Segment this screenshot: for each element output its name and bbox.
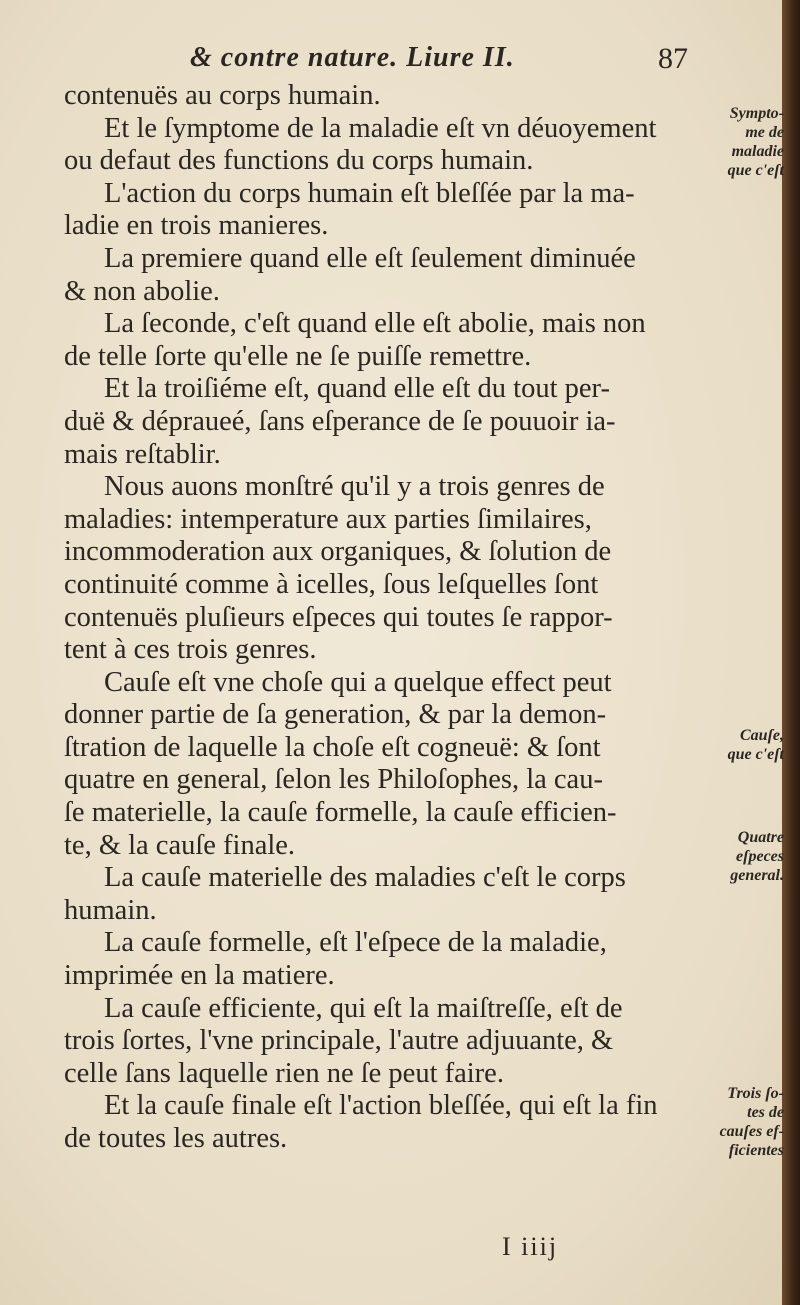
- margin-note-line: eſpeces: [736, 848, 784, 865]
- text-line: mais reſtablir.: [64, 438, 221, 470]
- text-line: tent à ces trois genres.: [64, 634, 317, 666]
- margin-note-line: que c'eſt: [727, 746, 784, 763]
- text-line: ſe materielle, la cauſe formelle, la cauſe efficien-: [64, 797, 617, 829]
- text-line: L'action du corps humain eſt bleſſée par la ma-: [104, 177, 635, 209]
- margin-note-line: que c'eſt: [727, 162, 784, 179]
- margin-note: [728, 726, 784, 764]
- text-line: La cauſe materielle des maladies c'eſt le corps: [104, 862, 626, 894]
- text-line: de telle ſorte qu'elle ne ſe puiſſe remettre.: [64, 340, 532, 372]
- margin-note-line: Quatre: [737, 829, 784, 846]
- text-line: quatre en general, ſelon les Philoſophes, la cau-: [64, 764, 603, 796]
- text-line: contenuës au corps humain.: [64, 80, 381, 111]
- text-line: continuité comme à icelles, ſous leſquelles ſont: [64, 568, 599, 600]
- book-spine-edge: [782, 0, 800, 1305]
- margin-notes: [704, 0, 784, 1305]
- text-line: celle ſans laquelle rien ne ſe peut faire.: [64, 1057, 504, 1089]
- text-line: trois ſortes, l'vne principale, l'autre adjuuante, &: [64, 1025, 614, 1057]
- margin-note: [728, 104, 784, 180]
- text-line: ladie en trois manieres.: [64, 210, 329, 242]
- text-line: incommoderation aux organiques, & ſolution de: [64, 536, 612, 568]
- margin-note-line: maladie: [731, 143, 784, 160]
- page-number: 87: [658, 42, 688, 75]
- margin-note-line: tes de: [747, 1104, 784, 1121]
- text-line: ſtration de laquelle la choſe eſt cogneuë: & ſont: [64, 731, 601, 763]
- margin-note-line: me de: [745, 124, 784, 141]
- margin-note: [720, 1084, 784, 1160]
- text-line: imprimée en la matiere.: [64, 960, 335, 992]
- text-line: & non abolie.: [64, 275, 220, 307]
- margin-note: [730, 828, 784, 885]
- signature-mark: I iiij: [502, 1232, 559, 1261]
- margin-note-line: Sympto-: [729, 105, 784, 122]
- running-title: & contre nature. Liure II.: [190, 42, 515, 73]
- text-line: La cauſe formelle, eſt l'eſpece de la maladie,: [104, 927, 607, 959]
- text-line: de toutes les autres.: [64, 1123, 288, 1154]
- text-line: donner partie de ſa generation, & par la demon-: [64, 699, 607, 731]
- text-line: ou defaut des functions du corps humain.: [64, 145, 534, 177]
- text-line: La premiere quand elle eſt ſeulement diminuée: [104, 242, 636, 274]
- text-line: Nous auons monſtré qu'il y a trois genres de: [104, 471, 605, 503]
- margin-note-line: ficientes: [728, 1142, 784, 1159]
- text-line: Cauſe eſt vne choſe qui a quelque effect peut: [104, 666, 612, 698]
- text-line: La cauſe efficiente, qui eſt la maiſtreſſe, eſt de: [104, 992, 623, 1024]
- margin-note-line: Cauſe,: [740, 727, 784, 744]
- margin-note-line: general.: [730, 867, 784, 884]
- text-line: Et la cauſe finale eſt l'action bleſſée, qui eſt la fin: [104, 1090, 658, 1122]
- text-line: humain.: [64, 894, 157, 926]
- margin-note-line: cauſes ef-: [719, 1123, 784, 1140]
- text-line: te, & la cauſe finale.: [64, 829, 296, 861]
- text-line: La ſeconde, c'eſt quand elle eſt abolie, mais non: [104, 308, 646, 340]
- text-line: duë & dépraueé, ſans eſperance de ſe pouuoir ia-: [64, 405, 616, 437]
- text-line: Et le ſymptome de la maladie eſt vn déuoyement: [104, 112, 657, 144]
- body-text: [64, 80, 712, 1156]
- text-line: maladies: intemperature aux parties ſimilaires,: [64, 503, 592, 535]
- text-line: contenuës pluſieurs eſpeces qui toutes ſe rappor-: [64, 601, 613, 633]
- text-line: Et la troiſiéme eſt, quand elle eſt du tout per-: [104, 373, 610, 405]
- margin-note-line: Trois ſo-: [727, 1085, 784, 1102]
